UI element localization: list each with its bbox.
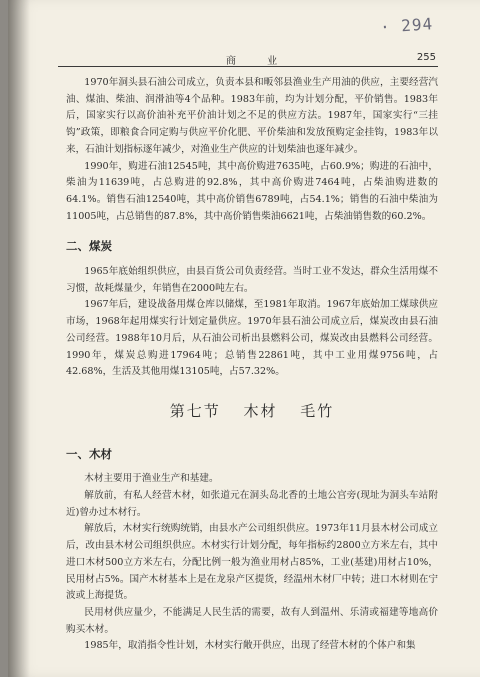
section-name: 木材 xyxy=(243,401,278,420)
paragraph: 解放前，有私人经营木材，如张道元在洞头岛北香的土地公宫旁(现址为洞头车站附近)曾办过木材行。 xyxy=(66,490,438,518)
subheading-wood: 一、木材 xyxy=(66,446,112,461)
subheading-coal: 二、煤炭 xyxy=(66,239,112,254)
paragraph: 1985年，取消指令性计划，木材实行敞开供应，出现了经营木材的个体户和集 xyxy=(84,640,416,652)
paragraph: 解放后，木材实行统购统销，由县水产公司组织供应。1973年11月县木材公司成立后，改由县木材公司组织供应。木材实行计划分配，每年指标约2800立方米左右，其中进口木材500立方米左右，分配比例一般为渔业用材占85%，工业(基建)用材占10%，民用材占5%。国产木材基本上是在龙泉产区提货，经温州木材厂中转；进口木材则在宁波或上海提货。 xyxy=(66,523,438,602)
paragraph: 木材主要用于渔业生产和基建。 xyxy=(84,473,219,485)
page-number: 255 xyxy=(416,52,436,63)
paragraph: 1965年底始组织供应，由县百货公司负责经营。当时工业不发达，群众生活用煤不习惯，故耗煤量少，年销售在2000吨左右。 xyxy=(66,266,438,294)
header-title: 商 业 xyxy=(226,56,292,67)
section-title xyxy=(66,403,438,420)
paragraph: 1990年，购进石油12545吨，其中高价购进7635吨，占60.9%；购进的石油中，柴油为11639吨，占总购进的92.8%，其中高价购进7464吨，占柴油购进数的64.1%。销售石油12540吨，其中高价销售6789吨，占54.1%；销售的石油中柴油为11005吨，占总销售的87.8%，其中高价销售柴油6621吨，占柴油销售数的60.2%。 xyxy=(66,160,438,222)
paragraph: 民用材供应量少，不能满足人民生活的需要，故有人到温州、乐清或福建等地高价购买木材。 xyxy=(66,606,438,635)
running-header xyxy=(58,50,438,67)
page-binding-shadow xyxy=(8,0,30,677)
page-body xyxy=(66,75,438,655)
handwritten-page-note: · 294 xyxy=(379,14,434,37)
section-name-2: 毛竹 xyxy=(300,401,335,420)
paragraph: 1967年后，建设战备用煤仓库以储煤，至1981年取消。1967年底始加工煤球供应市场，1968年起用煤实行计划定量供应。1970年县石油公司成立后，煤炭改由县石油公司经营。1988年10月后，从石油公司析出县燃料公司，煤炭改由县燃料公司经营。1990年，煤炭总购进17964吨；总销售22861吨，其中工业用煤9756吨，占42.68%，生活及其他用煤13105吨，占57.32%。 xyxy=(66,299,438,378)
document-page xyxy=(8,0,480,677)
paragraph: 1970年洞头县石油公司成立，负责本县和畈邻县渔业生产用油的供应，主要经营汽油、煤油、柴油、润滑油等4个品种。1983年前，均为计划分配，平价销售。1983年后，国家实行以高价油补充平价油计划之不足的供应方法。1987年，国家实行“三挂钩”政策，即粮食合同定购与供应平价化肥、平价柴油和发放预购定金挂钩，1983年以来，石油计划指标逐年减少，对渔业生产供应的计划柴油也逐年减少。 xyxy=(66,77,438,155)
section-number: 第七节 xyxy=(169,401,221,420)
